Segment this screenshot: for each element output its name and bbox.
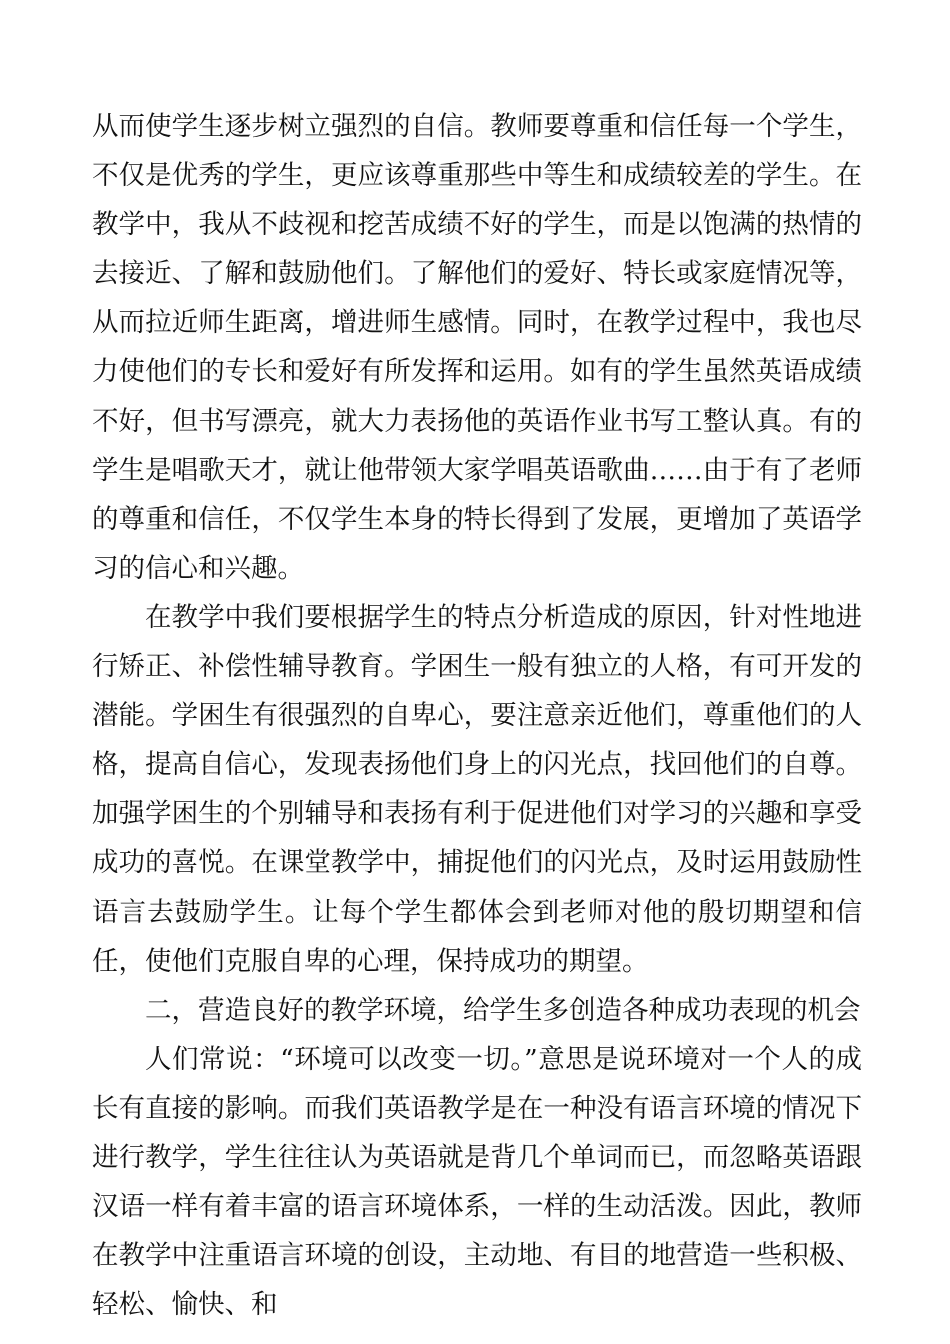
body-paragraph-1: 从而使学生逐步树立强烈的自信。教师要尊重和信任每一个学生，不仅是优秀的学生，更应该尊重那些中等生和成绩较差的学生。在教学中，我从不歧视和挖苦成绩不好的学生，而是以饱满的热情的去接近、了解和鼓励他们。了解他们的爱好、特长或家庭情况等，从而拉近师生距离，增进师生感情。同时，在教学过程中，我也尽力使他们的专长和爱好有所发挥和运用。如有的学生虽然英语成绩不好，但书写漂亮，就大力表扬他的英语作业书写工整认真。有的学生是唱歌天才，就让他带领大家学唱英语歌曲……由于有了老师的尊重和信任，不仅学生本身的特长得到了发展，更增加了英语学习的信心和兴趣。 — [92, 111, 862, 584]
document-page — [92, 102, 862, 1329]
section-heading: 二，营造良好的教学环境，给学生多创造各种成功表现的机会 — [145, 994, 861, 1026]
body-paragraph-3: 人们常说：“环境可以改变一切。”意思是说环境对一个人的成长有直接的影响。而我们英语教学是在一种没有语言环境的情况下进行教学，学生往往认为英语就是背几个单词而已，而忽略英语跟汉语一样有着丰富的语言环境体系，一样的生动活泼。因此，教师在教学中注重语言环境的创设，主动地、有目的地营造一些积极、轻松、愉快、和 — [92, 1043, 862, 1321]
body-paragraph-2: 在教学中我们要根据学生的特点分析造成的原因，针对性地进行矫正、补偿性辅导教育。学困生一般有独立的人格，有可开发的潜能。学困生有很强烈的自卑心，要注意亲近他们，尊重他们的人格，提高自信心，发现表扬他们身上的闪光点，找回他们的自尊。加强学困生的个别辅导和表扬有利于促进他们对学习的兴趣和享受成功的喜悦。在课堂教学中，捕捉他们的闪光点，及时运用鼓励性语言去鼓励学生。让每个学生都体会到老师对他的殷切期望和信任，使他们克服自卑的心理，保持成功的期望。 — [92, 601, 862, 977]
